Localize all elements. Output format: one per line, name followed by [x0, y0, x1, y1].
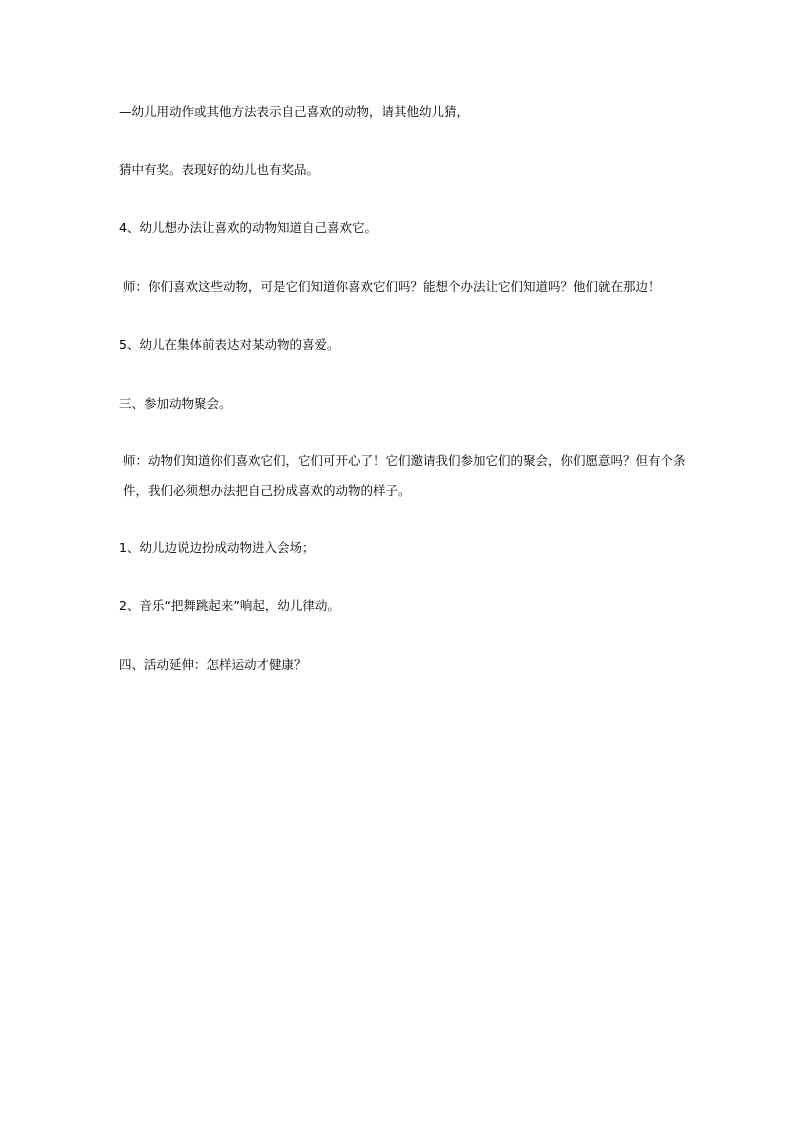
paragraph-prize: 猜中有奖。表现好的幼儿也有奖品。: [119, 162, 320, 177]
paragraph-step-5: 5、幼儿在集体前表达对某动物的喜爱。: [119, 337, 340, 352]
section-heading-animal-party: 三、参加动物聚会。: [119, 396, 232, 411]
paragraph-guess-animal: —幼儿用动作或其他方法表示自己喜欢的动物，请其他幼儿猜，: [119, 104, 470, 119]
paragraph-step-1: 1、幼儿边说边扮成动物进入会场；: [119, 540, 315, 555]
section-heading-extension: 四、活动延伸：怎样运动才健康？: [119, 657, 307, 672]
paragraph-step-4: 4、幼儿想办法让喜欢的动物知道自己喜欢它。: [119, 220, 377, 235]
paragraph-teacher-invitation: 师：动物们知道你们喜欢它们，它们可开心了！它们邀请我们参加它们的聚会，你们愿意吗？但有个条件，我们必须想办法把自己扮成喜欢的动物的样子。: [123, 453, 686, 498]
paragraph-step-2: 2、音乐“把舞跳起来”响起，幼儿律动。: [119, 598, 340, 613]
paragraph-teacher-question: 师：你们喜欢这些动物，可是它们知道你喜欢它们吗？能想个办法让它们知道吗？他们就在那边！: [123, 279, 661, 294]
